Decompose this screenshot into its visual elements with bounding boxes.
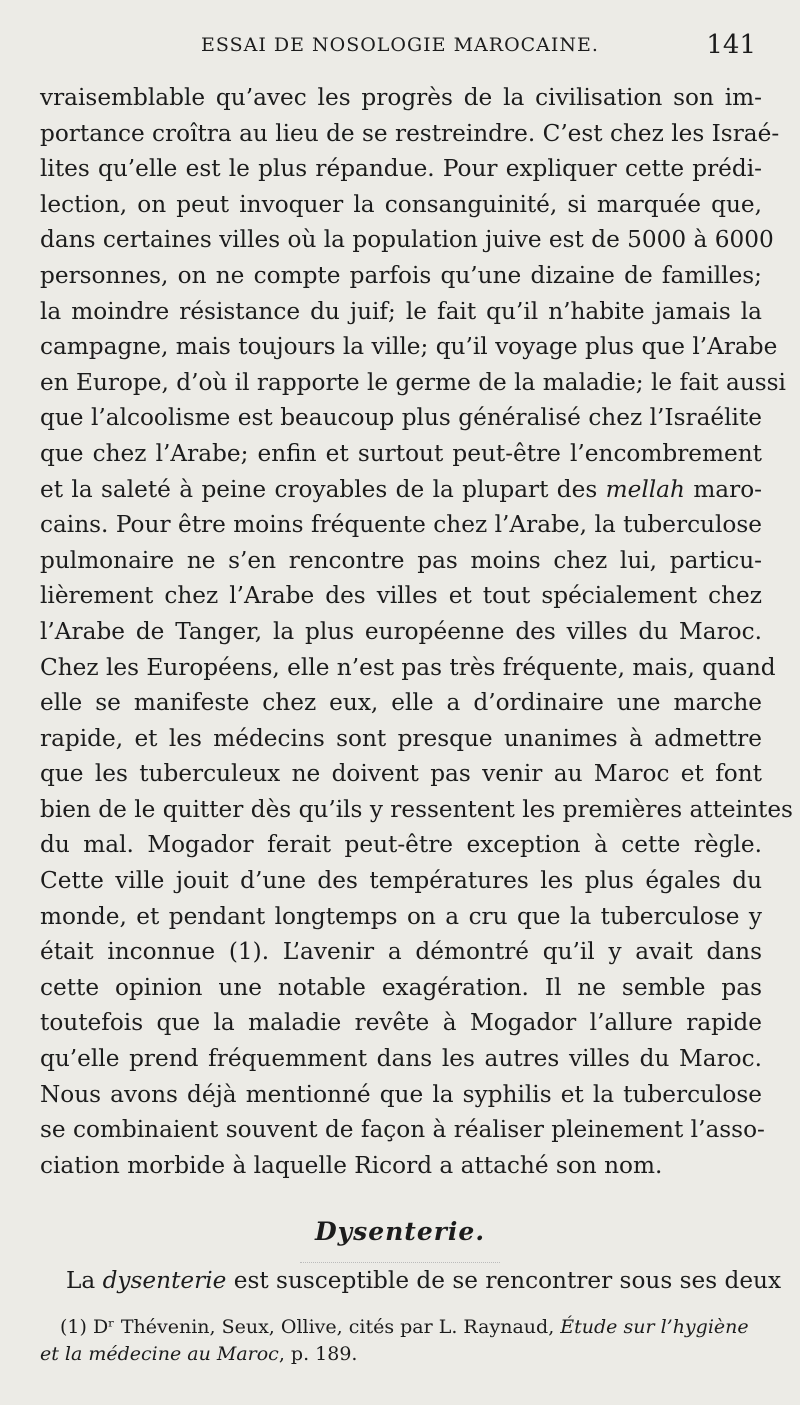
text-line: se combinaient souvent de façon à réaliser pleinement l’asso- [40,1116,765,1144]
text-line: lièrement chez l’Arabe des villes et tout spécialement chez [40,582,762,610]
text-line: campagne, mais toujours la ville; qu’il voyage plus que l’Arabe [40,333,778,361]
text-line: était inconnue (1). L’avenir a démontré qu’il y avait dans [40,938,762,966]
text-line [40,472,762,508]
text-line: monde, et pendant longtemps on a cru que la tuberculose y [40,902,762,930]
text-run: La [66,1267,103,1294]
text-run: , p. 189. [278,1343,358,1365]
text-line: portance croîtra au lieu de se restreindre. C’est chez les Israé- [40,119,780,147]
text-line: qu’elle prend fréquemment dans les autres villes du Maroc. [40,1045,762,1073]
running-title: ESSAI DE NOSOLOGIE MAROCAINE. [201,34,599,56]
text-line: bien de le quitter dès qu’ils y ressentent les premières atteintes [40,795,793,823]
text-run: (1) Dʳ Thévenin, Seux, Ollive, cités par L. Raynaud, [60,1316,561,1338]
footnote [40,1314,762,1368]
text-line: cette opinion une notable exagération. Il ne semble pas [40,973,762,1001]
text-line: vraisemblable qu’avec les progrès de la civilisation son im- [40,84,762,111]
text-run: est susceptible de se rencontrer sous ses deux [226,1267,782,1294]
footnote-line [40,1341,762,1368]
text-line: elle se manifeste chez eux, elle a d’ordinaire une marche [40,689,762,717]
text-line: ciation morbide à laquelle Ricord a attaché son nom. [40,1151,663,1179]
text-run: maro- [684,475,763,503]
text-line: lection, on peut invoquer la consanguinité, si marquée que, [40,190,762,218]
italic-term-dysenterie: dysenterie [102,1267,227,1294]
text-line: Cette ville jouit d’une des températures les plus égales du [40,867,762,895]
text-line: toutefois que la maladie revête à Mogador l’allure rapide [40,1009,762,1037]
footnote-title: et la médecine au Maroc [40,1343,279,1365]
text-line: personnes, on ne compte parfois qu’une dizaine de familles; [40,261,762,289]
text-line: Chez les Européens, elle n’est pas très fréquente, mais, quand [40,653,776,681]
running-head [40,30,760,66]
section-paragraph [40,1263,782,1299]
footnote-title: Étude sur l’hygiène [560,1316,749,1338]
text-line: cains. Pour être moins fréquente chez l’Arabe, la tuberculose [40,511,762,539]
text-line: que chez l’Arabe; enfin et surtout peut-être l’encombrement [40,439,762,467]
text-line: rapide, et les médecins sont presque unanimes à admettre [40,724,762,752]
text-line: dans certaines villes où la population juive est de 5000 à 6000 [40,226,774,254]
text-line: pulmonaire ne s’en rencontre pas moins chez lui, particu- [40,546,762,574]
text-line: lites qu’elle est le plus répandue. Pour expliquer cette prédi- [40,155,762,183]
text-line: l’Arabe de Tanger, la plus européenne des villes du Maroc. [40,617,762,645]
text-line: la moindre résistance du juif; le fait qu’il n’habite jamais la [40,297,762,325]
text-line: Nous avons déjà mentionné que la syphilis et la tuberculose [40,1080,762,1108]
footnote-line [40,1314,762,1341]
text-line [40,1263,782,1299]
text-line: en Europe, d’où il rapporte le germe de la maladie; le fait aussi [40,368,786,396]
page-number: 141 [706,30,756,60]
text-line: du mal. Mogador ferait peut-être exception à cette règle. [40,831,762,859]
body-paragraph [40,80,793,1183]
text-run: et la saleté à peine croyables de la plupart des [40,475,606,503]
text-line: que l’alcoolisme est beaucoup plus généralisé chez l’Israélite [40,404,762,432]
section-heading: Dysenterie. [314,1217,486,1246]
italic-term-mellah: mellah [605,475,685,503]
text-line: que les tuberculeux ne doivent pas venir au Maroc et font [40,760,762,788]
